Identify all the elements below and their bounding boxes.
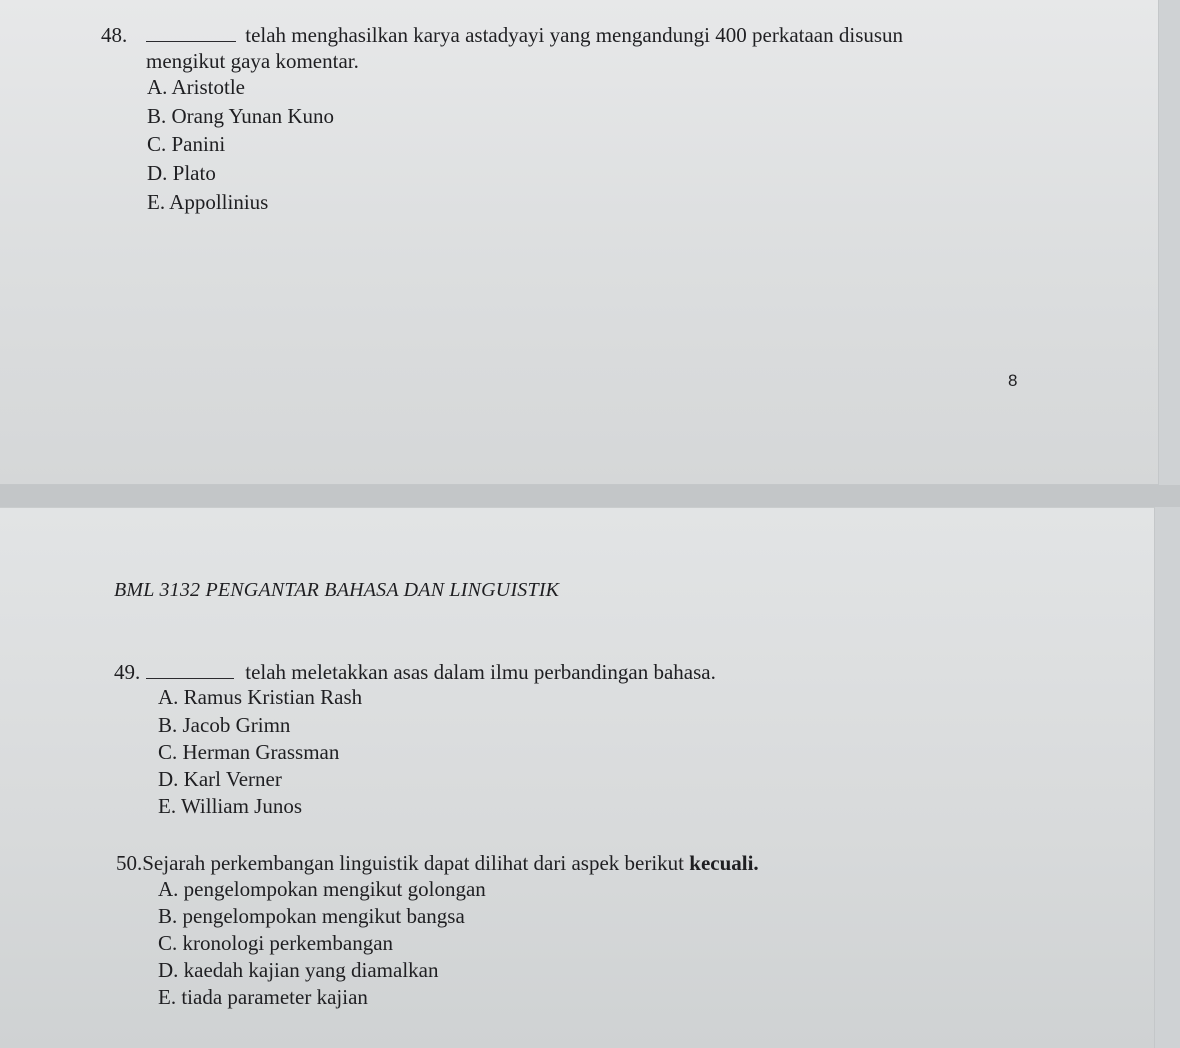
q49-option-b: B. Jacob Grimn — [158, 713, 291, 737]
q50-option-b: B. pengelompokan mengikut bangsa — [158, 904, 465, 928]
question-49-number: 49. — [114, 660, 141, 684]
question-48-stem-line2: mengikut gaya komentar. — [146, 49, 359, 73]
question-50-stem — [116, 850, 759, 876]
answer-blank — [146, 660, 234, 679]
question-48-stem-line1 — [146, 22, 903, 48]
question-49-stem-line — [146, 659, 716, 685]
page-number: 8 — [1008, 371, 1018, 390]
answer-blank — [146, 23, 236, 42]
q48-option-e: E. Appollinius — [147, 190, 269, 214]
q49-option-d: D. Karl Verner — [158, 767, 282, 791]
q50-option-e: E. tiada parameter kajian — [158, 985, 368, 1009]
page-gap — [0, 485, 1180, 507]
q49-option-a: A. Ramus Kristian Rash — [158, 685, 363, 709]
q48-option-c: C. Panini — [147, 132, 226, 156]
q49-option-c: C. Herman Grassman — [158, 740, 340, 764]
q48-option-d: D. Plato — [147, 161, 216, 185]
course-header: BML 3132 PENGANTAR BAHASA DAN LINGUISTIK — [114, 579, 560, 601]
q50-option-c: C. kronologi perkembangan — [158, 931, 394, 955]
q50-option-a: A. pengelompokan mengikut golongan — [158, 877, 486, 901]
q48-option-a: A. Aristotle — [147, 75, 245, 99]
question-50-stem-emphasis: kecuali. — [689, 851, 759, 875]
question-50-stem-text: 50.Sejarah perkembangan linguistik dapat dilihat dari aspek berikut — [116, 851, 685, 875]
question-48-stem-text: telah menghasilkan karya astadyayi yang mengandungi 400 perkataan disusun — [245, 23, 904, 47]
q49-option-e: E. William Junos — [158, 794, 303, 818]
question-48-number: 48. — [101, 23, 128, 47]
question-49-stem-text: telah meletakkan asas dalam ilmu perbandingan bahasa. — [245, 660, 716, 684]
q48-option-b: B. Orang Yunan Kuno — [147, 104, 335, 128]
q50-option-d: D. kaedah kajian yang diamalkan — [158, 958, 439, 982]
